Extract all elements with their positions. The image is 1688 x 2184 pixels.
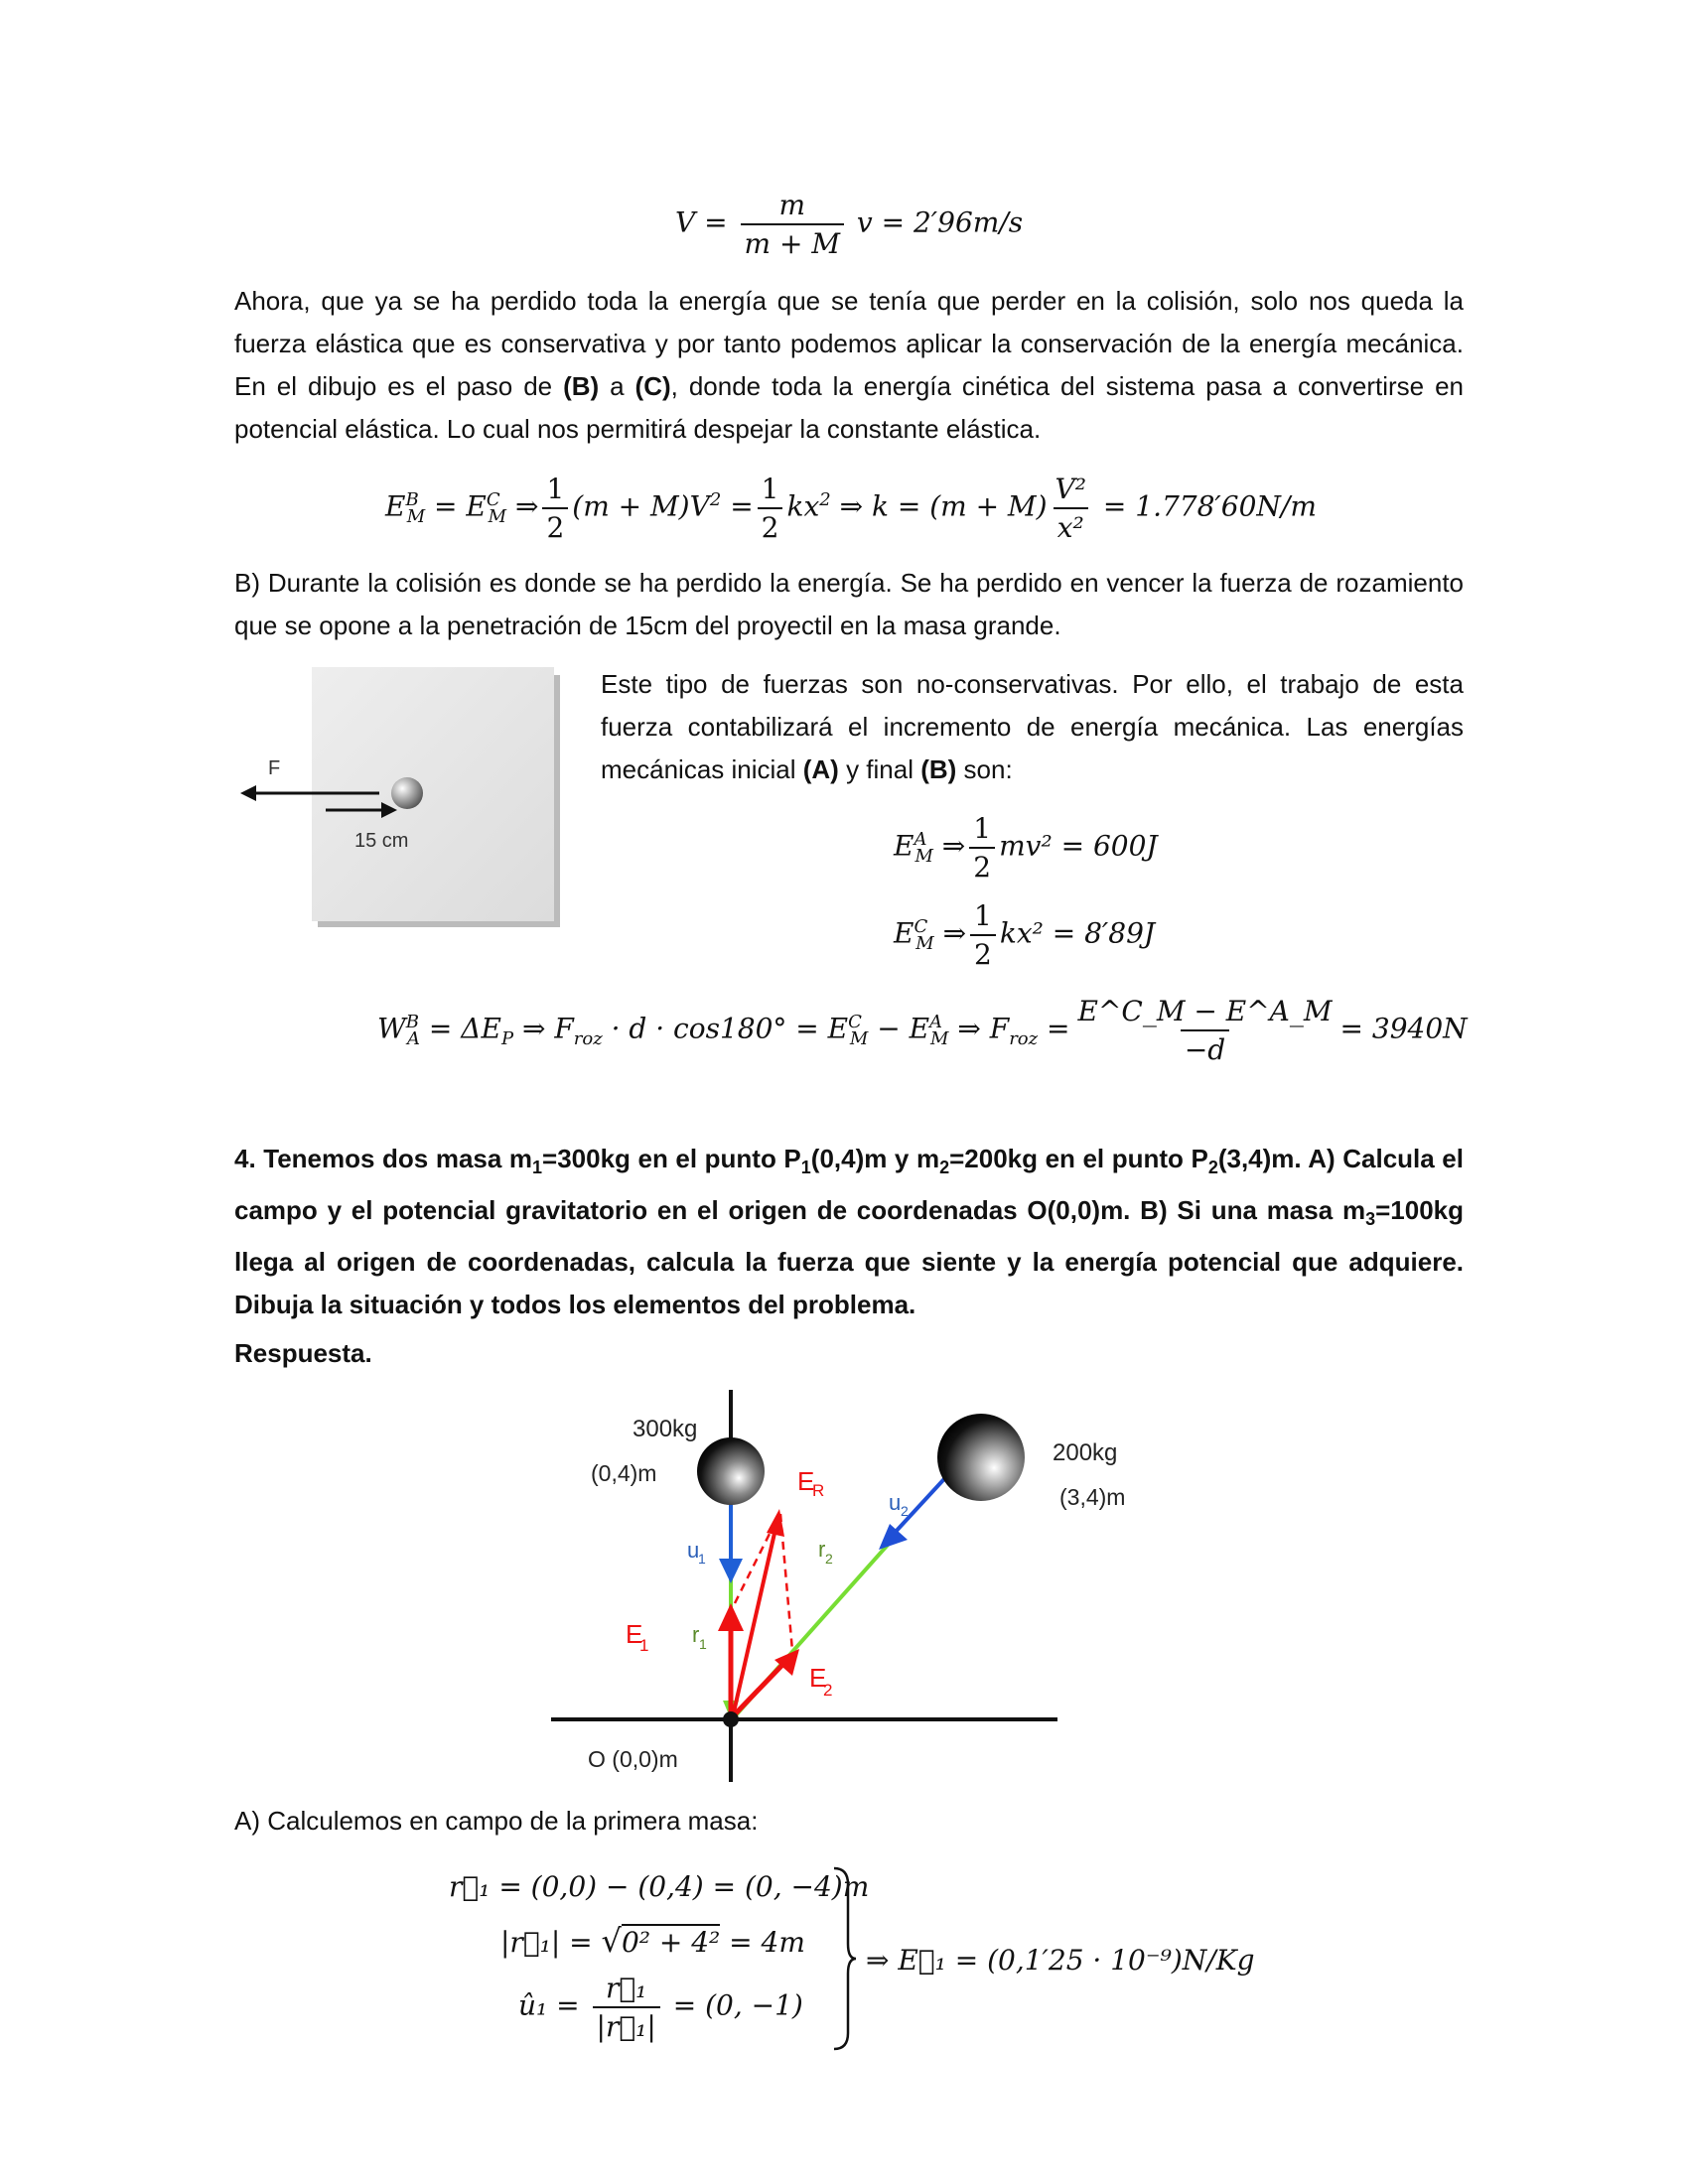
eq-k-p4: (m + M)V <box>572 489 710 523</box>
eq-k-p3: ⇒ <box>514 489 539 523</box>
eq-w-frac-num: E^C_M − E^A_M <box>1077 995 1333 1027</box>
eq-k-p2-sub: M <box>488 506 507 528</box>
e2-label <box>809 1663 832 1700</box>
para3-bold-a: (A) <box>802 754 839 784</box>
eq-k-p8: = 1.778′60N/m <box>1102 489 1317 523</box>
para3-text-b: y final <box>838 754 921 784</box>
q4-t2: =300kg en el punto P <box>542 1144 801 1173</box>
para3-text-a: Este tipo de fuerzas son no-conservativas. Por ello, el trabajo de esta fuerza contabilizará el incremento de energía mecánica. Las energías mecánicas inicial <box>601 669 1464 784</box>
system-l2b: 0² + 4² <box>621 1926 721 1959</box>
eq-w-p7: = <box>1047 1012 1070 1045</box>
eq-w-p1-sup: B <box>405 1012 420 1033</box>
eq-ea-num: 1 <box>973 812 992 845</box>
para3-text-c: son: <box>956 754 1013 784</box>
eq-w-frac-den: −d <box>1181 1029 1229 1066</box>
system-l1: r⃗₁ = (0,0) − (0,4) = (0, −4)m <box>449 1870 870 1903</box>
r1-letter: r <box>692 1622 700 1647</box>
eq-k-half2 <box>758 473 783 544</box>
eq-k-p2: = E <box>434 489 487 523</box>
r2-sub: 2 <box>825 1551 833 1567</box>
eq-v-num: m <box>778 189 806 221</box>
e1-vector-head <box>718 1603 744 1631</box>
eq-ec-lhs: E <box>894 916 914 950</box>
paragraph-nonconservative <box>601 663 1464 791</box>
eq-w-p1: W <box>377 1012 406 1045</box>
eq-k-p1-sup: B <box>405 489 419 511</box>
system-l3-den: |r⃗₁| <box>593 2006 660 2043</box>
u1-label <box>687 1538 706 1567</box>
eq-w-p6-sub: roz <box>1009 1028 1039 1050</box>
paragraph-conservation <box>234 280 1464 451</box>
para2-text: B) Durante la colisión es donde se ha perdido la energía. Se ha perdido en vencer la fuerza de rozamiento que se opone a la penetración de 15cm del proyectil en la masa grande. <box>234 568 1464 640</box>
u2-letter: u <box>889 1490 902 1515</box>
eq-k-p1-sub: M <box>406 506 426 528</box>
eq-ec-sup: C <box>914 916 928 938</box>
para1-bold-b: (B) <box>563 371 600 401</box>
eq-w-p5-sup: A <box>929 1012 943 1033</box>
sqrt-sign: √ <box>601 1922 622 1960</box>
origin-label: O (0,0)m <box>588 1746 678 1772</box>
q4-s3: 2 <box>939 1158 950 1178</box>
equation-energy-initial <box>894 812 1158 884</box>
eq-v-den: m + M <box>741 223 844 260</box>
mass1-label: 300kg <box>633 1416 698 1442</box>
eq-k-half1-den: 2 <box>542 507 568 544</box>
system-l3b: = (0, −1) <box>663 1988 803 2022</box>
system-line-2 <box>500 1922 805 1960</box>
force-arrow-head <box>240 785 256 801</box>
r2-letter: r <box>818 1537 826 1562</box>
paragraph-first-mass <box>234 1800 1464 1843</box>
q4-t1: 4. Tenemos dos masa m <box>234 1144 533 1173</box>
pos2-label: (3,4)m <box>1059 1484 1126 1510</box>
r2-label <box>818 1537 833 1567</box>
parallelogram-dash-2 <box>780 1514 792 1651</box>
para4-text: A) Calculemos en campo de la primera masa: <box>234 1806 759 1836</box>
u2-sub: 2 <box>901 1503 909 1519</box>
system-l2c: = 4m <box>720 1926 805 1959</box>
q4-t3: (0,4)m y m <box>810 1144 940 1173</box>
u2-label <box>889 1490 909 1519</box>
q4-t4: =200kg en el punto P <box>949 1144 1208 1173</box>
mass-300kg <box>697 1437 765 1505</box>
para1-text-c: , donde toda la energía cinética del sistema pasa a convertirse en potencial elástica. Lo cual nos permitirá despejar la constante elástica. <box>234 371 1464 444</box>
respuesta-heading <box>234 1332 1464 1375</box>
eq-ea-sup: A <box>914 829 927 851</box>
q4-t5: (3,4)m. A) Calcula el campo y el potencial gravitatorio en el origen de coordenadas O(0,0)m. B) Si una masa m <box>234 1144 1464 1226</box>
eq-w-p1-sub: A <box>407 1028 421 1050</box>
er-sub: R <box>812 1481 825 1500</box>
r1-sub: 1 <box>699 1636 707 1652</box>
eq-w-frac <box>1074 995 1336 1066</box>
eq-k-frac <box>1052 473 1090 544</box>
figure-projectile-block <box>230 665 568 933</box>
eq-ec-den: 2 <box>970 934 996 971</box>
para1-bold-c: (C) <box>634 371 671 401</box>
eq-k-p7: ⇒ k = (m + M) <box>839 489 1048 523</box>
eq-w-p3-sub: roz <box>573 1028 603 1050</box>
eq-w-p4: · d · cos180° = E <box>611 1012 849 1045</box>
eq-w-p2-sub: P <box>500 1028 514 1050</box>
eq-w-p2: = ΔE <box>428 1012 501 1045</box>
er-letter: E <box>797 1466 815 1496</box>
para3-bold-b: (B) <box>920 754 957 784</box>
eq-k-frac-num: V² <box>1055 473 1086 505</box>
eq-k-p4-sup: 2 <box>709 489 722 511</box>
eq-k-frac-den: x² <box>1054 507 1088 544</box>
eq-ea-arrow: ⇒ <box>941 829 966 863</box>
system-l3a: û₁ = <box>518 1988 589 2022</box>
eq-ea-frac <box>969 812 995 884</box>
system-result <box>866 1944 1255 1977</box>
eq-k-half1 <box>542 473 568 544</box>
q4-s5: 3 <box>1365 1209 1376 1230</box>
eq-w-p4-sup: C <box>848 1012 862 1033</box>
system-l3-frac <box>593 1972 660 2043</box>
q4-t6: =100kg llega al origen de coordenadas, calcula la fuerza que siente y la energía potencial que adquiere. Dibuja la situación y todos los elementos del problema. <box>234 1195 1464 1320</box>
paragraph-collision <box>234 562 1464 647</box>
u1-vector-head <box>719 1559 743 1583</box>
eq-k-p6: kx <box>786 489 820 523</box>
eq-v-fraction <box>741 189 844 260</box>
eq-w-p5-sub: M <box>930 1028 949 1050</box>
e1-letter: E <box>626 1619 643 1649</box>
para1-text-b: a <box>599 371 635 401</box>
eq-ea-rhs: mv² = 600J <box>999 829 1158 863</box>
eq-w-p6: ⇒ F <box>957 1012 1010 1045</box>
e2-sub: 2 <box>823 1681 833 1700</box>
q4-s2: 1 <box>800 1158 811 1178</box>
mass-200kg <box>937 1414 1025 1501</box>
eq-ec-num: 1 <box>974 899 992 932</box>
eq-ea-den: 2 <box>969 847 995 884</box>
origin-point <box>723 1711 739 1727</box>
eq-w-p3: ⇒ F <box>521 1012 574 1045</box>
equation-velocity <box>675 189 1023 260</box>
eq-ea-lhs: E <box>894 829 914 863</box>
system-line-1 <box>449 1870 869 1903</box>
eq-v-lhs: V = <box>675 205 728 239</box>
question-4 <box>234 1138 1464 1326</box>
eq-k-p6-sup: 2 <box>819 489 831 511</box>
q4-s4: 2 <box>1207 1158 1218 1178</box>
system-line-3 <box>518 1972 803 2043</box>
eq-ea-sub: M <box>914 846 933 868</box>
eq-k-p5: = <box>730 489 754 523</box>
right-brace <box>830 1864 860 2053</box>
eq-w-p4-sub: M <box>849 1028 869 1050</box>
equation-energy-final <box>894 899 1155 971</box>
r1-label <box>692 1622 707 1652</box>
eq-k-p1: E <box>385 489 406 523</box>
para1-text-a: Ahora, que ya se ha perdido toda la energía que se tenía que perder en la colisión, solo nos queda la fuerza elástica que es conservativa y por tanto podemos aplicar la conservación de la energía mecánica. En el dibujo es el paso de <box>234 286 1464 401</box>
equation-spring-constant <box>385 473 1317 544</box>
eq-k-p2-sup: C <box>486 489 500 511</box>
eq-k-half1-num: 1 <box>546 473 565 505</box>
e1-sub: 1 <box>639 1636 649 1655</box>
equation-work-friction <box>377 995 1468 1066</box>
system-l3-num: r⃗₁ <box>605 1972 647 2004</box>
u1-sub: 1 <box>698 1551 706 1567</box>
figure-gravitational-field <box>536 1385 1172 1802</box>
q4-s1: 1 <box>532 1158 543 1178</box>
eq-v-rhs: v = 2′96m/s <box>856 205 1024 239</box>
pos1-label: (0,4)m <box>591 1460 657 1486</box>
er-label <box>797 1466 824 1500</box>
eq-k-half2-num: 1 <box>761 473 779 505</box>
eq-ec-sub: M <box>915 933 934 955</box>
eq-ec-arrow: ⇒ <box>942 916 967 950</box>
respuesta-text: Respuesta. <box>234 1338 372 1368</box>
distance-label: 15 cm <box>354 830 409 852</box>
eq-ec-frac <box>970 899 996 971</box>
system-result-text: ⇒ E⃗₁ = (0,1′25 · 10⁻⁹)N/Kg <box>866 1944 1255 1977</box>
eq-ec-rhs: kx² = 8′89J <box>999 916 1156 950</box>
e1-label <box>626 1619 648 1655</box>
eq-w-p5: − E <box>877 1012 930 1045</box>
eq-w-p8: = 3940N <box>1339 1012 1468 1045</box>
eq-k-half2-den: 2 <box>758 507 783 544</box>
mass2-label: 200kg <box>1053 1439 1118 1466</box>
e2-letter: E <box>809 1663 827 1693</box>
system-l2a: |r⃗₁| = <box>500 1926 602 1959</box>
u1-letter: u <box>687 1538 700 1563</box>
projectile-ball <box>391 777 423 809</box>
force-label: F <box>268 757 281 779</box>
u2-vector-head <box>879 1524 908 1550</box>
